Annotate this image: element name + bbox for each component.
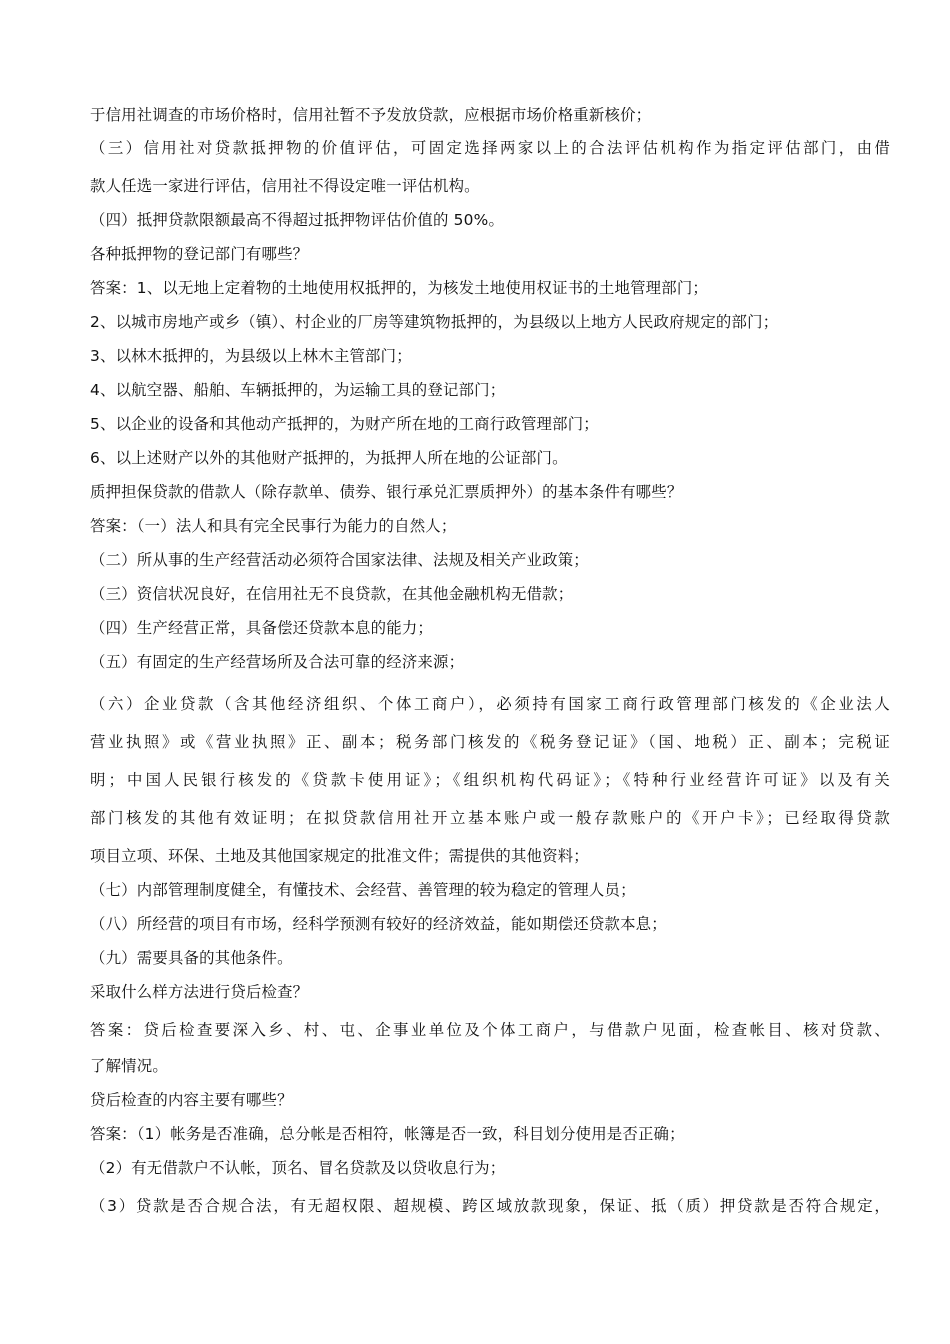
text-line-24: （八）所经营的项目有市场，经科学预测有较好的经济效益，能如期偿还贷款本息； [90,915,667,933]
text-line-19: 营业执照》或《营业执照》正、副本；税务部门核发的《税务登记证》（国、地税）正、副本；完税证 [90,733,890,751]
text-line-16: （四）生产经营正常，具备偿还贷款本息的能力； [90,619,433,637]
text-line-15: （三）资信状况良好，在信用社无不良贷款，在其他金融机构无借款； [90,585,574,603]
question-heading: 采取什么样方法进行贷后检查？ [90,983,309,1001]
text-line-23: （七）内部管理制度健全，有懂技术、会经营、善管理的较为稳定的管理人员； [90,881,636,899]
text-line-13: 答案：（一）法人和具有完全民事行为能力的自然人； [90,517,457,535]
text-line-21: 部门核发的其他有效证明；在拟贷款信用社开立基本账户或一般存款账户的《开户卡》；已经取得贷款 [90,809,890,827]
question-heading: 各种抵押物的登记部门有哪些？ [90,245,309,263]
text-line-31: （2）有无借款户不认帐，顶名、冒名贷款及以贷收息行为； [90,1159,506,1177]
text-line-3: 款人任选一家进行评估，信用社不得设定唯一评估机构。 [90,177,480,195]
text-line-30: 答案：（1）帐务是否准确，总分帐是否相符，帐簿是否一致，科目划分使用是否正确； [90,1125,685,1143]
text-line-32: （3）贷款是否合规合法，有无超权限、超规模、跨区域放款现象，保证、抵（质）押贷款是否符合规定， [90,1197,890,1215]
text-line-25: （九）需要具备的其他条件。 [90,949,293,967]
text-line-18: （六）企业贷款（含其他经济组织、个体工商户），必须持有国家工商行政管理部门核发的《企业法人 [90,695,890,713]
text-line-27: 答案：贷后检查要深入乡、村、屯、企事业单位及个体工商户，与借款户见面，检查帐目、核对贷款、 [90,1021,890,1039]
text-line-17: （五）有固定的生产经营场所及合法可靠的经济来源； [90,653,465,671]
text-line-9: 4、以航空器、船舶、车辆抵押的，为运输工具的登记部门； [90,381,506,399]
text-line-10: 5、以企业的设备和其他动产抵押的，为财产所在地的工商行政管理部门； [90,415,599,433]
text-line-28: 了解情况。 [90,1057,168,1075]
question-heading: 贷后检查的内容主要有哪些？ [90,1091,293,1109]
text-line-4: （四）抵押贷款限额最高不得超过抵押物评估价值的 50%。 [90,211,505,229]
question-heading: 质押担保贷款的借款人（除存款单、债券、银行承兑汇票质押外）的基本条件有哪些？ [90,483,683,501]
text-line-8: 3、以林木抵押的，为县级以上林木主管部门； [90,347,412,365]
text-line-7: 2、以城市房地产或乡（镇）、村企业的厂房等建筑物抵押的，为县级以上地方人民政府规定的部门； [90,313,779,331]
text-line-22: 项目立项、环保、土地及其他国家规定的批准文件；需提供的其他资料； [90,847,589,865]
text-line-6: 答案：1、以无地上定着物的土地使用权抵押的，为核发土地使用权证书的土地管理部门； [90,279,709,297]
text-line-14: （二）所从事的生产经营活动必须符合国家法律、法规及相关产业政策； [90,551,589,569]
text-line-11: 6、以上述财产以外的其他财产抵押的，为抵押人所在地的公证部门。 [90,449,568,467]
text-line-20: 明；中国人民银行核发的《贷款卡使用证》；《组织机构代码证》；《特种行业经营许可证》以及有关 [90,771,890,789]
text-line-1: 于信用社调查的市场价格时，信用社暂不予发放贷款，应根据市场价格重新核价； [90,106,652,124]
text-line-2: （三）信用社对贷款抵押物的价值评估，可固定选择两家以上的合法评估机构作为指定评估部门，由借 [90,139,890,157]
